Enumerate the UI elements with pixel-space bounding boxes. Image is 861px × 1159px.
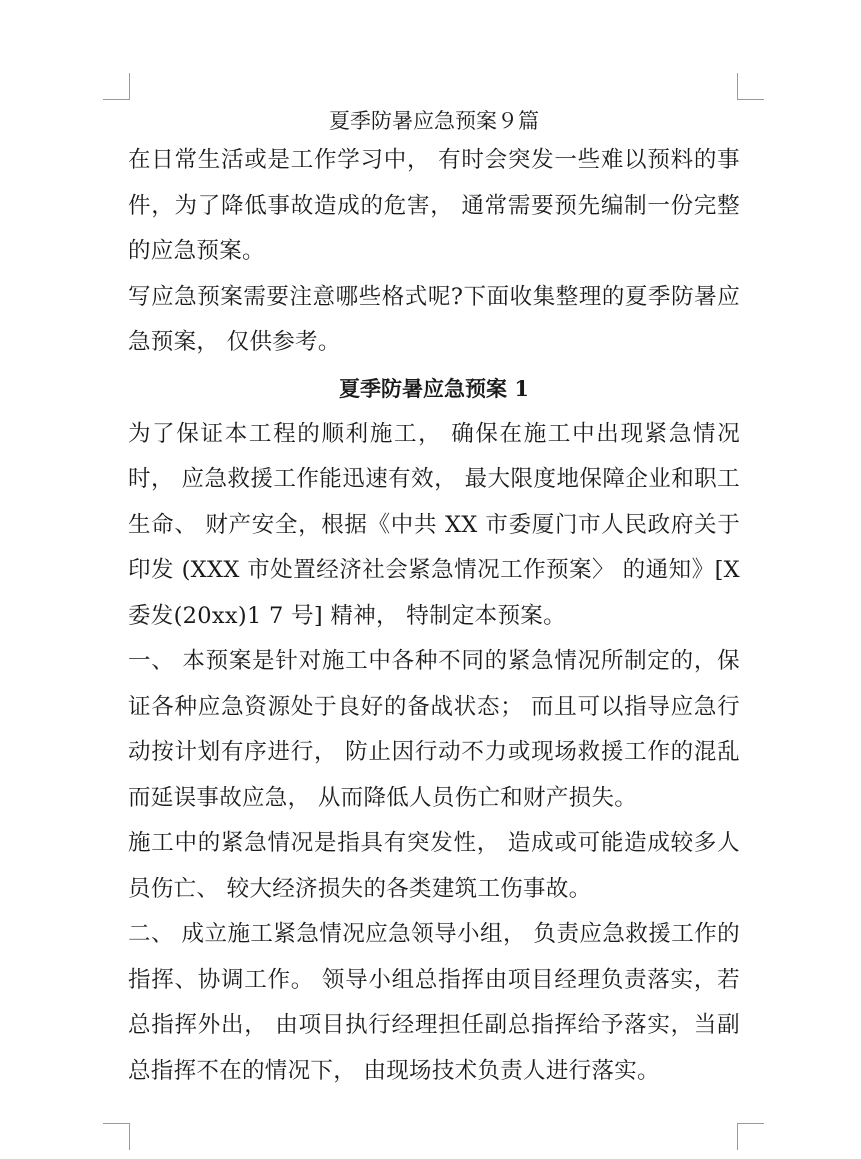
document-title: 夏季防暑应急预案９篇 bbox=[329, 109, 539, 133]
section-heading: 夏季防暑应急预案 1 bbox=[339, 375, 529, 401]
document-body bbox=[128, 106, 740, 1094]
intro-paragraph: 在日常生活或是工作学习中， 有时会突发一些难以预料的事件，为了降低事故造成的危害， 通常需要预先编制一份完整的应急预案。 bbox=[128, 147, 740, 264]
margin-corner-mark-top-left bbox=[103, 73, 130, 100]
section-paragraph: 施工中的紧急情况是指具有突发性， 造成或可能造成较多人员伤亡、 较大经济损失的各类建筑工伤事故。 bbox=[128, 830, 740, 902]
margin-corner-mark-bottom-right bbox=[737, 1123, 764, 1150]
margin-corner-mark-bottom-left bbox=[103, 1123, 130, 1150]
intro-paragraph: 写应急预案需要注意哪些格式呢?下面收集整理的夏季防暑应急预案， 仅供参考。 bbox=[128, 283, 740, 355]
section-paragraph: 一、 本预案是针对施工中各种不同的紧急情况所制定的，保证各种应急资源处于良好的备战状态； 而且可以指导应急行动按计划有序进行， 防止因行动不力或现场救援工作的混乱而延误事故应急， 从而降低人员伤亡和财产损失。 bbox=[128, 648, 740, 811]
section-paragraph: 为了保证本工程的顺利施工， 确保在施工中出现紧急情况时， 应急救援工作能迅速有效， 最大限度地保障企业和职工生命、 财产安全，根据《中共 XX 市委厦门市人民政府关于印发 (XXX 市处置经济社会紧急情况工作预案〉 的通知》[X 委发(20xx)1 7 号] 精神， 特制定本预案。 bbox=[128, 420, 740, 629]
margin-corner-mark-top-right bbox=[737, 73, 764, 100]
section-paragraph: 二、 成立施工紧急情况应急领导小组， 负责应急救援工作的指挥、协调工作。 领导小组总指挥由项目经理负责落实，若总指挥外出， 由项目执行经理担任副总指挥给予落实，当副总指挥不在的情况下， 由现场技术负责人进行落实。 bbox=[128, 921, 740, 1084]
